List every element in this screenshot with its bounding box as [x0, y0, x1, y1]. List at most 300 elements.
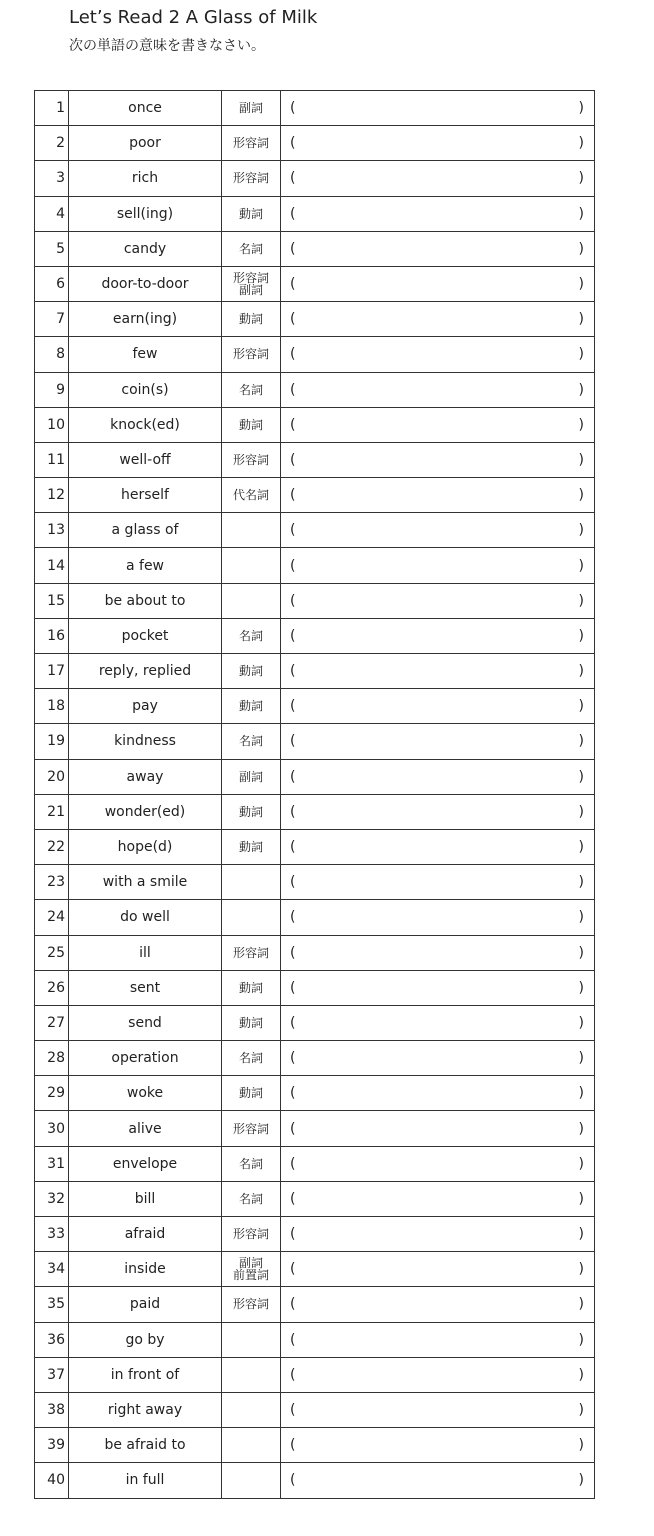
- row-number: 26: [35, 970, 69, 1005]
- part-of-speech-label: 動詞: [238, 1015, 263, 1030]
- row-number: 35: [35, 1287, 69, 1322]
- answer-cell[interactable]: [281, 196, 595, 231]
- answer-cell[interactable]: [281, 1041, 595, 1076]
- open-parenthesis: (: [290, 592, 296, 609]
- vocab-word: reply, replied: [69, 654, 222, 689]
- vocab-word: paid: [69, 1287, 222, 1322]
- row-number: 13: [35, 513, 69, 548]
- close-parenthesis: ): [578, 627, 584, 644]
- answer-cell[interactable]: [281, 829, 595, 864]
- part-of-speech: [222, 513, 281, 548]
- table-row: [35, 1076, 595, 1111]
- close-parenthesis: ): [578, 346, 584, 363]
- table-row: [35, 337, 595, 372]
- part-of-speech: [222, 1252, 281, 1287]
- worksheet-title: Let’s Read 2 A Glass of Milk: [69, 7, 318, 28]
- answer-cell[interactable]: [281, 1005, 595, 1040]
- row-number: 12: [35, 478, 69, 513]
- answer-cell[interactable]: [281, 1217, 595, 1252]
- open-parenthesis: (: [290, 909, 296, 926]
- answer-cell[interactable]: [281, 724, 595, 759]
- vocab-word: earn(ing): [69, 302, 222, 337]
- close-parenthesis: ): [578, 557, 584, 574]
- row-number: 8: [35, 337, 69, 372]
- part-of-speech-label: 名詞: [238, 1051, 263, 1066]
- part-of-speech: [222, 900, 281, 935]
- row-number: 34: [35, 1252, 69, 1287]
- open-parenthesis: (: [290, 557, 296, 574]
- row-number: 9: [35, 372, 69, 407]
- open-parenthesis: (: [290, 1085, 296, 1102]
- row-number: 22: [35, 829, 69, 864]
- part-of-speech: [222, 407, 281, 442]
- close-parenthesis: ): [578, 944, 584, 961]
- part-of-speech: [222, 1463, 281, 1498]
- row-number: 23: [35, 865, 69, 900]
- vocab-word: hope(d): [69, 829, 222, 864]
- vocab-word: wonder(ed): [69, 794, 222, 829]
- table-row: [35, 1005, 595, 1040]
- close-parenthesis: ): [578, 487, 584, 504]
- part-of-speech-label: 名詞: [238, 734, 263, 749]
- vocab-word: rich: [69, 161, 222, 196]
- part-of-speech: [222, 724, 281, 759]
- part-of-speech: [222, 1005, 281, 1040]
- part-of-speech-label: 動詞: [238, 664, 263, 679]
- vocab-word: go by: [69, 1322, 222, 1357]
- part-of-speech: [222, 1287, 281, 1322]
- part-of-speech-label: 副詞: [238, 283, 263, 298]
- answer-cell[interactable]: [281, 759, 595, 794]
- row-number: 11: [35, 442, 69, 477]
- answer-cell[interactable]: [281, 900, 595, 935]
- part-of-speech-label: 形容詞: [232, 1121, 269, 1136]
- vocab-word: few: [69, 337, 222, 372]
- part-of-speech: [222, 91, 281, 126]
- table-row: [35, 1428, 595, 1463]
- row-number: 15: [35, 583, 69, 618]
- close-parenthesis: ): [578, 592, 584, 609]
- table-row: [35, 759, 595, 794]
- vocab-word: be afraid to: [69, 1428, 222, 1463]
- open-parenthesis: (: [290, 627, 296, 644]
- answer-cell[interactable]: [281, 794, 595, 829]
- answer-cell[interactable]: [281, 266, 595, 301]
- close-parenthesis: ): [578, 205, 584, 222]
- part-of-speech: [222, 829, 281, 864]
- row-number: 38: [35, 1392, 69, 1427]
- part-of-speech-label: 副詞: [238, 1256, 263, 1271]
- answer-cell[interactable]: [281, 478, 595, 513]
- part-of-speech: [222, 1392, 281, 1427]
- vocab-word: poor: [69, 126, 222, 161]
- part-of-speech-label: 前置詞: [232, 1268, 269, 1283]
- row-number: 40: [35, 1463, 69, 1498]
- table-row: [35, 266, 595, 301]
- part-of-speech: [222, 865, 281, 900]
- table-row: [35, 196, 595, 231]
- open-parenthesis: (: [290, 1296, 296, 1313]
- close-parenthesis: ): [578, 276, 584, 293]
- open-parenthesis: (: [290, 1050, 296, 1067]
- open-parenthesis: (: [290, 416, 296, 433]
- answer-cell[interactable]: [281, 442, 595, 477]
- row-number: 27: [35, 1005, 69, 1040]
- part-of-speech-label: 名詞: [238, 1191, 263, 1206]
- vocab-word: pay: [69, 689, 222, 724]
- vocab-word: afraid: [69, 1217, 222, 1252]
- vocabulary-table-body: [35, 91, 595, 1499]
- close-parenthesis: ): [578, 1402, 584, 1419]
- row-number: 25: [35, 935, 69, 970]
- part-of-speech: [222, 618, 281, 653]
- answer-cell[interactable]: [281, 1181, 595, 1216]
- open-parenthesis: (: [290, 1472, 296, 1489]
- table-row: [35, 970, 595, 1005]
- answer-cell[interactable]: [281, 513, 595, 548]
- vocab-word: envelope: [69, 1146, 222, 1181]
- worksheet-instruction: 次の単語の意味を書きなさい。: [69, 38, 265, 54]
- part-of-speech-label: 名詞: [238, 241, 263, 256]
- vocab-word: in full: [69, 1463, 222, 1498]
- row-number: 39: [35, 1428, 69, 1463]
- part-of-speech: [222, 161, 281, 196]
- open-parenthesis: (: [290, 522, 296, 539]
- answer-cell[interactable]: [281, 126, 595, 161]
- answer-cell[interactable]: [281, 302, 595, 337]
- close-parenthesis: ): [578, 803, 584, 820]
- open-parenthesis: (: [290, 874, 296, 891]
- answer-cell[interactable]: [281, 1146, 595, 1181]
- answer-cell[interactable]: [281, 1252, 595, 1287]
- open-parenthesis: (: [290, 311, 296, 328]
- answer-cell[interactable]: [281, 1392, 595, 1427]
- part-of-speech: [222, 759, 281, 794]
- part-of-speech-label: 名詞: [238, 382, 263, 397]
- answer-cell[interactable]: [281, 689, 595, 724]
- answer-cell[interactable]: [281, 161, 595, 196]
- part-of-speech-label: 形容詞: [232, 1227, 269, 1242]
- part-of-speech: [222, 372, 281, 407]
- part-of-speech: [222, 1357, 281, 1392]
- part-of-speech: [222, 126, 281, 161]
- answer-cell[interactable]: [281, 618, 595, 653]
- open-parenthesis: (: [290, 768, 296, 785]
- part-of-speech-label: 副詞: [238, 101, 263, 116]
- row-number: 4: [35, 196, 69, 231]
- table-row: [35, 478, 595, 513]
- close-parenthesis: ): [578, 451, 584, 468]
- answer-cell[interactable]: [281, 548, 595, 583]
- part-of-speech: [222, 970, 281, 1005]
- vocab-word: bill: [69, 1181, 222, 1216]
- open-parenthesis: (: [290, 1437, 296, 1454]
- part-of-speech: [222, 583, 281, 618]
- table-row: [35, 513, 595, 548]
- open-parenthesis: (: [290, 346, 296, 363]
- vocab-word: sent: [69, 970, 222, 1005]
- part-of-speech-label: 副詞: [238, 769, 263, 784]
- close-parenthesis: ): [578, 170, 584, 187]
- vocab-word: pocket: [69, 618, 222, 653]
- close-parenthesis: ): [578, 311, 584, 328]
- answer-cell[interactable]: [281, 865, 595, 900]
- close-parenthesis: ): [578, 733, 584, 750]
- part-of-speech: [222, 196, 281, 231]
- open-parenthesis: (: [290, 803, 296, 820]
- row-number: 29: [35, 1076, 69, 1111]
- open-parenthesis: (: [290, 839, 296, 856]
- part-of-speech-label: 形容詞: [232, 271, 269, 286]
- row-number: 6: [35, 266, 69, 301]
- close-parenthesis: ): [578, 839, 584, 856]
- close-parenthesis: ): [578, 1155, 584, 1172]
- vocab-word: once: [69, 91, 222, 126]
- row-number: 19: [35, 724, 69, 759]
- row-number: 7: [35, 302, 69, 337]
- part-of-speech: [222, 442, 281, 477]
- part-of-speech-label: 動詞: [238, 804, 263, 819]
- vocab-word: be about to: [69, 583, 222, 618]
- open-parenthesis: (: [290, 1190, 296, 1207]
- part-of-speech: [222, 1217, 281, 1252]
- part-of-speech: [222, 1111, 281, 1146]
- vocab-word: right away: [69, 1392, 222, 1427]
- vocab-word: sell(ing): [69, 196, 222, 231]
- part-of-speech-label: 形容詞: [232, 1297, 269, 1312]
- vocab-word: door-to-door: [69, 266, 222, 301]
- row-number: 20: [35, 759, 69, 794]
- vocab-word: inside: [69, 1252, 222, 1287]
- part-of-speech-label: 動詞: [238, 699, 263, 714]
- answer-cell[interactable]: [281, 1111, 595, 1146]
- open-parenthesis: (: [290, 698, 296, 715]
- part-of-speech-label: 形容詞: [232, 136, 269, 151]
- part-of-speech: [222, 302, 281, 337]
- part-of-speech-label: 形容詞: [232, 171, 269, 186]
- part-of-speech: [222, 1181, 281, 1216]
- vocab-word: a glass of: [69, 513, 222, 548]
- vocab-word: operation: [69, 1041, 222, 1076]
- part-of-speech: [222, 1322, 281, 1357]
- close-parenthesis: ): [578, 1050, 584, 1067]
- vocab-word: do well: [69, 900, 222, 935]
- open-parenthesis: (: [290, 1331, 296, 1348]
- table-row: [35, 900, 595, 935]
- row-number: 37: [35, 1357, 69, 1392]
- answer-cell[interactable]: [281, 231, 595, 266]
- table-row: [35, 161, 595, 196]
- part-of-speech: [222, 266, 281, 301]
- close-parenthesis: ): [578, 381, 584, 398]
- table-row: [35, 1392, 595, 1427]
- vocab-word: in front of: [69, 1357, 222, 1392]
- row-number: 16: [35, 618, 69, 653]
- row-number: 33: [35, 1217, 69, 1252]
- part-of-speech-label: 動詞: [238, 206, 263, 221]
- part-of-speech-label: 形容詞: [232, 452, 269, 467]
- answer-cell[interactable]: [281, 337, 595, 372]
- table-row: [35, 442, 595, 477]
- vocabulary-table: [34, 90, 595, 1499]
- close-parenthesis: ): [578, 1120, 584, 1137]
- open-parenthesis: (: [290, 663, 296, 680]
- close-parenthesis: ): [578, 240, 584, 257]
- part-of-speech: [222, 478, 281, 513]
- vocab-word: away: [69, 759, 222, 794]
- vocab-word: alive: [69, 1111, 222, 1146]
- table-row: [35, 1287, 595, 1322]
- open-parenthesis: (: [290, 1366, 296, 1383]
- open-parenthesis: (: [290, 733, 296, 750]
- answer-cell[interactable]: [281, 1076, 595, 1111]
- open-parenthesis: (: [290, 1226, 296, 1243]
- open-parenthesis: (: [290, 135, 296, 152]
- part-of-speech-label: 名詞: [238, 628, 263, 643]
- close-parenthesis: ): [578, 698, 584, 715]
- row-number: 17: [35, 654, 69, 689]
- part-of-speech: [222, 337, 281, 372]
- table-row: [35, 583, 595, 618]
- table-row: [35, 548, 595, 583]
- close-parenthesis: ): [578, 100, 584, 117]
- vocab-word: coin(s): [69, 372, 222, 407]
- close-parenthesis: ): [578, 909, 584, 926]
- close-parenthesis: ): [578, 135, 584, 152]
- table-row: [35, 865, 595, 900]
- part-of-speech: [222, 1146, 281, 1181]
- row-number: 28: [35, 1041, 69, 1076]
- open-parenthesis: (: [290, 205, 296, 222]
- answer-cell[interactable]: [281, 91, 595, 126]
- close-parenthesis: ): [578, 1437, 584, 1454]
- open-parenthesis: (: [290, 451, 296, 468]
- table-row: [35, 654, 595, 689]
- answer-cell[interactable]: [281, 935, 595, 970]
- close-parenthesis: ): [578, 1261, 584, 1278]
- table-row: [35, 794, 595, 829]
- part-of-speech: [222, 1041, 281, 1076]
- answer-cell[interactable]: [281, 583, 595, 618]
- part-of-speech-label: 動詞: [238, 1086, 263, 1101]
- part-of-speech: [222, 231, 281, 266]
- close-parenthesis: ): [578, 1331, 584, 1348]
- open-parenthesis: (: [290, 381, 296, 398]
- close-parenthesis: ): [578, 874, 584, 891]
- row-number: 14: [35, 548, 69, 583]
- table-row: [35, 1181, 595, 1216]
- open-parenthesis: (: [290, 487, 296, 504]
- close-parenthesis: ): [578, 1085, 584, 1102]
- close-parenthesis: ): [578, 1472, 584, 1489]
- row-number: 10: [35, 407, 69, 442]
- row-number: 5: [35, 231, 69, 266]
- vocab-word: a few: [69, 548, 222, 583]
- answer-cell[interactable]: [281, 1428, 595, 1463]
- table-row: [35, 302, 595, 337]
- row-number: 18: [35, 689, 69, 724]
- answer-cell[interactable]: [281, 970, 595, 1005]
- close-parenthesis: ): [578, 522, 584, 539]
- vocab-word: with a smile: [69, 865, 222, 900]
- part-of-speech: [222, 689, 281, 724]
- open-parenthesis: (: [290, 170, 296, 187]
- part-of-speech: [222, 654, 281, 689]
- part-of-speech-label: 動詞: [238, 312, 263, 327]
- row-number: 2: [35, 126, 69, 161]
- table-row: [35, 724, 595, 759]
- open-parenthesis: (: [290, 276, 296, 293]
- vocab-word: knock(ed): [69, 407, 222, 442]
- row-number: 3: [35, 161, 69, 196]
- table-row: [35, 91, 595, 126]
- row-number: 21: [35, 794, 69, 829]
- close-parenthesis: ): [578, 768, 584, 785]
- part-of-speech-label: 名詞: [238, 1156, 263, 1171]
- table-row: [35, 689, 595, 724]
- table-row: [35, 1217, 595, 1252]
- answer-cell[interactable]: [281, 372, 595, 407]
- row-number: 24: [35, 900, 69, 935]
- row-number: 32: [35, 1181, 69, 1216]
- part-of-speech: [222, 1428, 281, 1463]
- table-row: [35, 372, 595, 407]
- row-number: 31: [35, 1146, 69, 1181]
- table-row: [35, 1111, 595, 1146]
- answer-cell[interactable]: [281, 1287, 595, 1322]
- answer-cell[interactable]: [281, 654, 595, 689]
- vocab-word: woke: [69, 1076, 222, 1111]
- open-parenthesis: (: [290, 1261, 296, 1278]
- part-of-speech-label: 動詞: [238, 840, 263, 855]
- answer-cell[interactable]: [281, 407, 595, 442]
- table-row: [35, 935, 595, 970]
- part-of-speech-label: 形容詞: [232, 347, 269, 362]
- table-row: [35, 231, 595, 266]
- part-of-speech: [222, 935, 281, 970]
- table-row: [35, 1146, 595, 1181]
- part-of-speech: [222, 794, 281, 829]
- close-parenthesis: ): [578, 979, 584, 996]
- close-parenthesis: ): [578, 1190, 584, 1207]
- table-row: [35, 829, 595, 864]
- open-parenthesis: (: [290, 240, 296, 257]
- part-of-speech: [222, 548, 281, 583]
- answer-cell[interactable]: [281, 1357, 595, 1392]
- open-parenthesis: (: [290, 944, 296, 961]
- vocab-word: send: [69, 1005, 222, 1040]
- open-parenthesis: (: [290, 1120, 296, 1137]
- open-parenthesis: (: [290, 1014, 296, 1031]
- table-row: [35, 618, 595, 653]
- table-row: [35, 1041, 595, 1076]
- part-of-speech-label: 形容詞: [232, 945, 269, 960]
- row-number: 30: [35, 1111, 69, 1146]
- vocab-word: ill: [69, 935, 222, 970]
- close-parenthesis: ): [578, 663, 584, 680]
- answer-cell[interactable]: [281, 1463, 595, 1498]
- answer-cell[interactable]: [281, 1322, 595, 1357]
- vocab-word: candy: [69, 231, 222, 266]
- close-parenthesis: ): [578, 1366, 584, 1383]
- row-number: 36: [35, 1322, 69, 1357]
- table-row: [35, 126, 595, 161]
- open-parenthesis: (: [290, 1155, 296, 1172]
- table-row: [35, 1252, 595, 1287]
- close-parenthesis: ): [578, 416, 584, 433]
- part-of-speech-label: 動詞: [238, 980, 263, 995]
- close-parenthesis: ): [578, 1296, 584, 1313]
